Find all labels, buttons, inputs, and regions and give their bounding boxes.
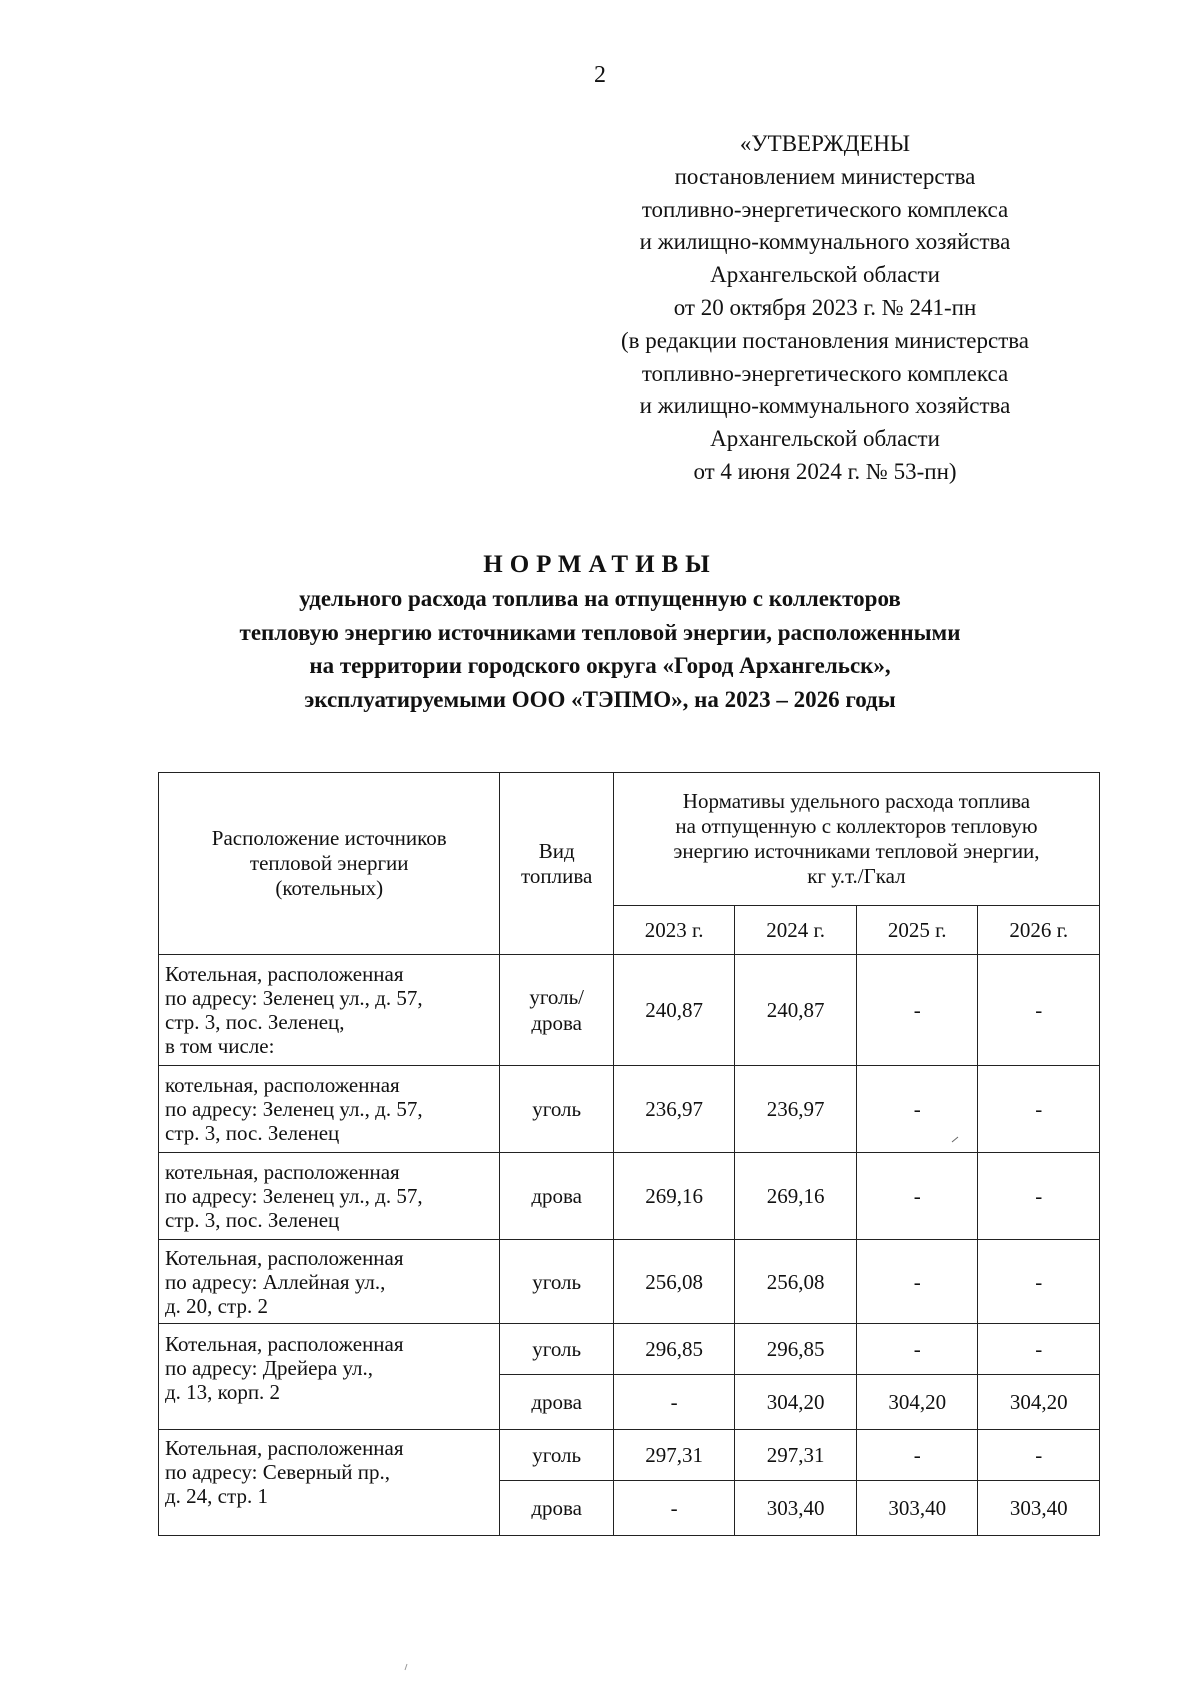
approval-line: и жилищно-коммунального хозяйства: [639, 229, 1011, 255]
value-cell: 297,31: [613, 1430, 735, 1481]
value-cell: 303,40: [735, 1481, 857, 1536]
title-subtitle-line: тепловую энергию источниками тепловой энергии, расположенными: [239, 619, 961, 645]
approval-line: от 4 июня 2024 г. № 53-пн): [693, 458, 957, 484]
value-cell: -: [613, 1375, 735, 1430]
value-cell: -: [978, 1066, 1100, 1153]
value-cell: -: [856, 955, 978, 1066]
value-cell: 296,85: [613, 1324, 735, 1375]
value-cell: 256,08: [735, 1240, 857, 1324]
approval-line: «УТВЕРЖДЕНЫ: [739, 131, 911, 156]
approval-line: постановлением министерства: [674, 163, 976, 189]
location-cell: котельная, расположенная по адресу: Зеленец ул., д. 57, стр. 3, пос. Зеленец: [159, 1153, 500, 1240]
header-year-2023: 2023 г.: [613, 906, 735, 955]
title-main: НОРМАТИВЫ: [483, 551, 717, 578]
value-cell: -: [978, 1153, 1100, 1240]
fuel-cell: уголь: [500, 1324, 613, 1375]
table-row: [159, 1324, 1100, 1375]
fuel-cell: уголь: [500, 1066, 613, 1153]
value-cell: 297,31: [735, 1430, 857, 1481]
location-cell: Котельная, расположенная по адресу: Дрейера ул., д. 13, корп. 2: [159, 1324, 500, 1430]
value-cell: -: [856, 1066, 978, 1153]
document-title: [0, 548, 1200, 716]
value-cell: 303,40: [856, 1481, 978, 1536]
fuel-cell: уголь/ дрова: [500, 955, 613, 1066]
header-norms-group: Нормативы удельного расхода топлива на отпущенную с коллекторов тепловую энергию источниками тепловой энергии, кг у.т./Гкал: [613, 773, 1099, 906]
value-cell: -: [978, 955, 1100, 1066]
approval-line: топливно-энергетического комплекса: [641, 360, 1009, 386]
value-cell: 256,08: [613, 1240, 735, 1324]
approval-line: от 20 октября 2023 г. № 241-пн: [673, 294, 977, 320]
title-subtitle-line: эксплуатируемыми ООО «ТЭПМО», на 2023 – 2026 годы: [304, 686, 896, 712]
header-year-2026: 2026 г.: [978, 906, 1100, 955]
value-cell: -: [978, 1430, 1100, 1481]
location-cell: котельная, расположенная по адресу: Зеленец ул., д. 57, стр. 3, пос. Зеленец: [159, 1066, 500, 1153]
table-row: [159, 1240, 1100, 1324]
title-subtitle-line: на территории городского округа «Город Архангельск»,: [309, 653, 891, 678]
value-cell: 236,97: [735, 1066, 857, 1153]
value-cell: 296,85: [735, 1324, 857, 1375]
fuel-cell: уголь: [500, 1240, 613, 1324]
value-cell: 269,16: [613, 1153, 735, 1240]
value-cell: 236,97: [613, 1066, 735, 1153]
value-cell: 304,20: [735, 1375, 857, 1430]
approval-line: (в редакции постановления министерства: [620, 327, 1030, 353]
table-row: [159, 1066, 1100, 1153]
page-number: 2: [594, 62, 606, 88]
fuel-cell: дрова: [500, 1375, 613, 1430]
value-cell: -: [856, 1153, 978, 1240]
value-cell: 240,87: [735, 955, 857, 1066]
value-cell: -: [856, 1240, 978, 1324]
location-cell: Котельная, расположенная по адресу: Северный пр., д. 24, стр. 1: [159, 1430, 500, 1536]
approval-line: Архангельской области: [710, 426, 940, 452]
approval-line: и жилищно-коммунального хозяйства: [639, 393, 1011, 419]
value-cell: 303,40: [978, 1481, 1100, 1536]
value-cell: 304,20: [856, 1375, 978, 1430]
norms-table: [158, 772, 1100, 1536]
approval-line: Архангельской области: [710, 262, 940, 288]
header-location: Расположение источников тепловой энергии (котельных): [159, 773, 500, 955]
title-subtitle-line: удельного расхода топлива на отпущенную с коллекторов: [299, 586, 901, 611]
table-row: [159, 1430, 1100, 1481]
fuel-cell: дрова: [500, 1153, 613, 1240]
value-cell: -: [856, 1430, 978, 1481]
fuel-cell: уголь: [500, 1430, 613, 1481]
header-year-2024: 2024 г.: [735, 906, 857, 955]
value-cell: 269,16: [735, 1153, 857, 1240]
approval-stamp-block: [560, 128, 1090, 489]
value-cell: -: [978, 1324, 1100, 1375]
fuel-cell: дрова: [500, 1481, 613, 1536]
header-fuel-type: Вид топлива: [500, 773, 613, 955]
approval-line: топливно-энергетического комплекса: [641, 196, 1009, 222]
value-cell: -: [978, 1240, 1100, 1324]
table-row: [159, 1153, 1100, 1240]
value-cell: -: [856, 1324, 978, 1375]
value-cell: 304,20: [978, 1375, 1100, 1430]
table-row: [159, 955, 1100, 1066]
location-cell: Котельная, расположенная по адресу: Зеленец ул., д. 57, стр. 3, пос. Зеленец, в том числе:: [159, 955, 500, 1066]
value-cell: -: [613, 1481, 735, 1536]
header-year-2025: 2025 г.: [856, 906, 978, 955]
value-cell: 240,87: [613, 955, 735, 1066]
scan-speck: [405, 1664, 407, 1670]
location-cell: Котельная, расположенная по адресу: Аллейная ул., д. 20, стр. 2: [159, 1240, 500, 1324]
